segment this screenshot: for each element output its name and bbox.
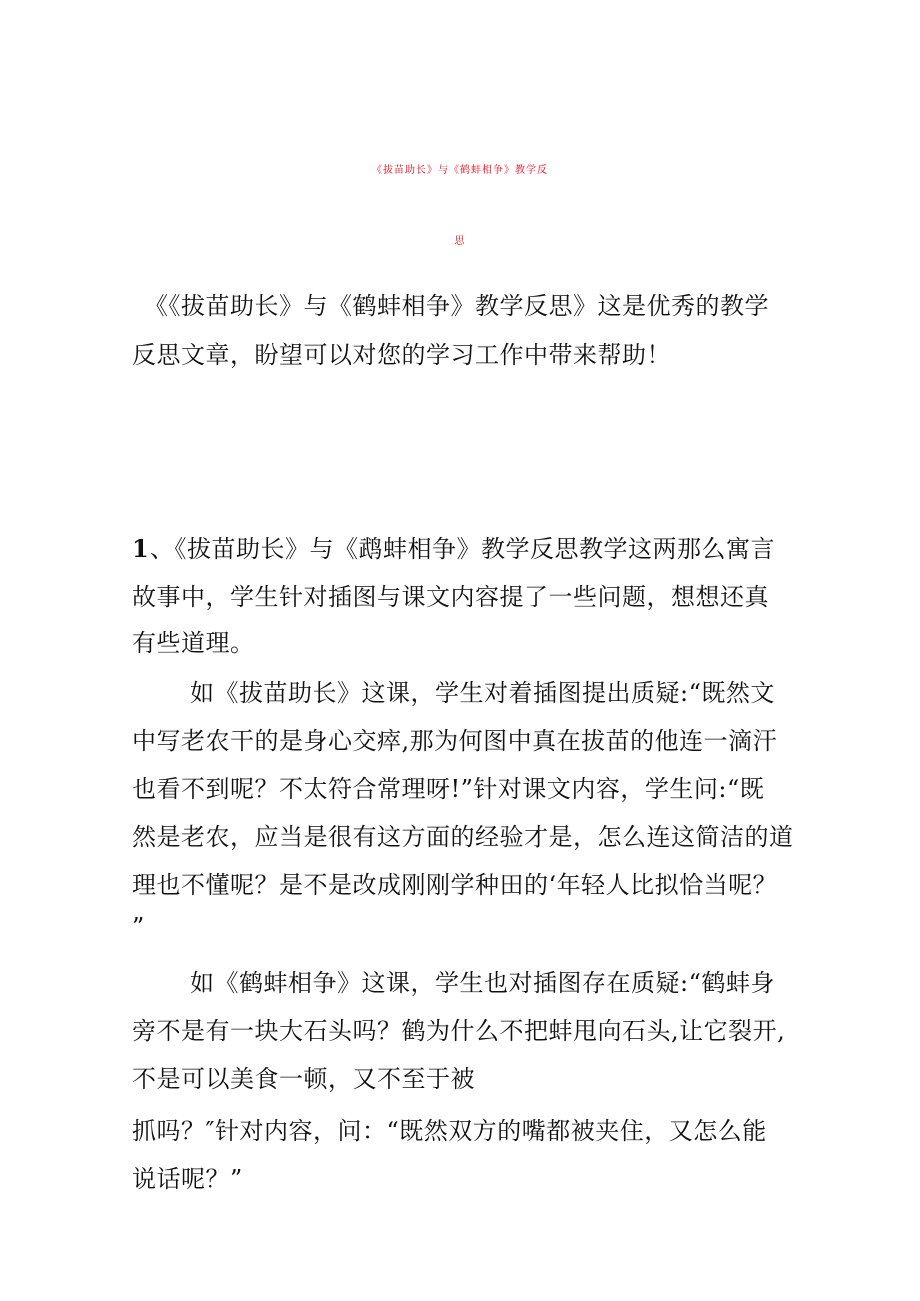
paragraph-3-line-3: 不是可以美食一顿，又不至于被 bbox=[132, 1065, 475, 1093]
paragraph-1-line-3: 有些道理。 bbox=[132, 629, 255, 657]
intro-line-1: 《《拔苗助长》与《鹤蚌相争》教学反思》这是优秀的教学 bbox=[144, 292, 769, 320]
paragraph-3-line-4: 抓吗？″针对内容，问：“既然双方的嘴都被夹住，又怎么能 bbox=[132, 1117, 767, 1145]
paragraph-2-line-2: 中写老农干的是身心交瘁,那为何图中真在拔苗的他连一滴汗 bbox=[132, 727, 778, 755]
section-number: 1 bbox=[132, 534, 150, 563]
paragraph-3-line-2: 旁不是有一块大石头吗？鹤为什么不把蚌甩向石头,让它裂开, bbox=[132, 1017, 786, 1045]
paragraph-1-line-1: 、《拔苗助长》与《鹉蚌相争》教学反思教学这两那么寓言 bbox=[150, 535, 775, 563]
intro-line-2: 反思文章，盼望可以对您的学习工作中带来帮助！ bbox=[132, 341, 671, 369]
paragraph-3-line-5: 说话呢？” bbox=[132, 1165, 243, 1193]
document-title-line-1: 《拔苗助长》与《鹤蚌相争》教学反 bbox=[372, 165, 548, 176]
paragraph-2-line-5: 理也不懂呢？是不是改成刚刚学种田的‘年轻人比拟恰当呢？ bbox=[132, 871, 778, 899]
paragraph-2-line-4: 然是老农，应当是很有这方面的经验才是，怎么连这简洁的道 bbox=[132, 823, 794, 851]
paragraph-2-line-6: ” bbox=[132, 913, 145, 941]
paragraph-1-line-2: 故事中，学生针对插图与课文内容提了一些问题，想想还真 bbox=[132, 583, 769, 611]
paragraph-2-line-1: 如《拔苗助长》这课，学生对着插图提出质疑:“既然文 bbox=[190, 679, 775, 707]
paragraph-2-line-3: 也看不到呢？不太符合常理呀!”针对课文内容，学生问:“既 bbox=[132, 775, 765, 803]
paragraph-3-line-1: 如《鹤蚌相争》这课，学生也对插图存在质疑:“鹤蚌身 bbox=[190, 969, 775, 997]
document-title-line-2: 思 bbox=[454, 236, 466, 247]
